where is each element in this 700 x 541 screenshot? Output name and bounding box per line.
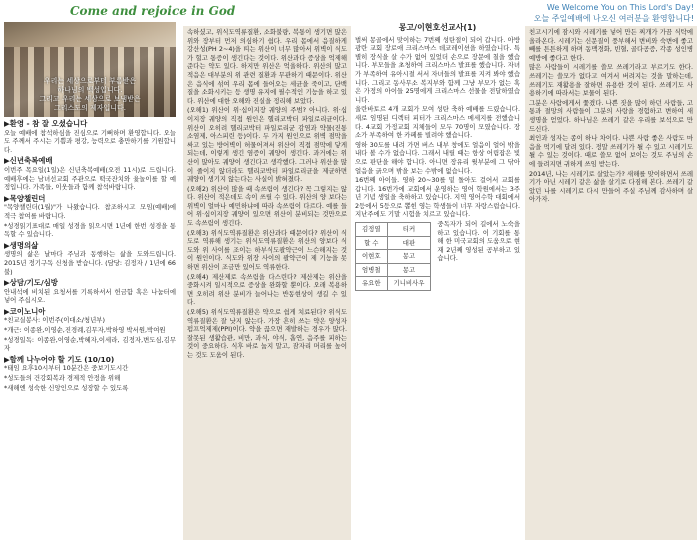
letter-paragraph: 중독자가 되어 길에서 노숙을 하고 있습니다. 이 기회를 통해 한 미국교회의 도움으로 현재 2년째 영성된 공부하고 있습니다. (437, 220, 520, 263)
table-row (356, 223, 431, 237)
section-title: ▶코이노니아 (4, 306, 46, 316)
article-paragraph: (오해5) 위식도역류질환은 약으로 쉽게 치료된다? 위식도역류질환은 잘 낫지 않는다. 가장 흔히 쓰는 약은 양성자펌프억제제(PPI)이다. 약을 끊으면 재발하는 경우가 많다. 잘못된 생활습관, 비만, 과식, 야식, 흡연, 음주를 피하는 것이 중요하다. 식후 바로 눕지 말고, 잠자리 머리를 높이는 것도 도움이 된다. (187, 308, 347, 359)
caption-line: 그리스도의 제자입니다. (53, 104, 127, 112)
section-text: *개근: 이종완,이영순,진경례,김무자,박하영 박서원,박여원 (4, 326, 166, 335)
column-devotional (525, 26, 697, 540)
section-calendar (4, 195, 176, 239)
letter-paragraph: 울란바토르 4개 교회가 모여 성탄 축하 예배를 드렸습니다. 새로 임명된 디렉터 피터가 크리스마스 메세지를 전했습니다. 4교회 가정교회 지체들이 모두 70명이 모였습니다. 장소가 부족하여 한 카페를 빌려야 했습니다. (355, 105, 520, 140)
section-text: "목양챌린더(1월)"가 나왔습니다. 참조하시고 모임(예배)에 적극 참여를 바랍니다. (4, 203, 176, 220)
letter-paragraph: 16번째 아이들. 영하 20~30를 밑 돌아도 걸어서 교회를 갑니다. 16번가에 교회에서 운영하는 영어 학원에서는 3주년 기념 생일을 축하하고 있습니다. 지역 영어수학 대회에서 2등에서 5등으로 뽑힌 영는 학생들이 너무 자랑스럽습니다. 지난주에도 기말 시험을 치르고 있습니다. (355, 176, 520, 219)
article-paragraph: (오해3) 위식도역류질환은 위산과다 때문이다? 위산이 식도로 역류해 생기는 위식도역류질환은 위산의 양보다 식도와 위 사이를 조이는 하부식도괄약근이 느슨해지는 것이 원인이다. 식도와 위장 사이의 괄약근이 제 기능을 못하면 위산이 조금만 있어도 역류한다. (187, 228, 347, 272)
section-text: 이번주 목요일(1일)은 신년축복예배(오전 11시)로 드립니다. 예배후에는 남녀선교회 주관으로 떡국잔치와 윷놀이를 할 예정입니다. 가족들, 이웃들과 함께 참석바랍니다. (4, 165, 176, 192)
section-text: *친교실봉사: 이번주(이대소/청년부) (4, 316, 105, 325)
section-counsel (4, 279, 176, 305)
devotional-paragraph: 최인과 성자는 종이 하나 차이다. 나쁜 사람 좋은 사람도 마음을 먹기에 달려 있다. 정말 쓰레기가 될 수 있고 시레기도 될 수 있는 것이다. 때로 쓸모 없어 보이는 것도 주님의 손에 들려지면 귀하게 쓰임 받는다. (529, 134, 693, 168)
table-cell: 이현호 (356, 250, 388, 264)
letter-paragraph: 벌써 몽골에서 맞이하는 7번째 성탄절이 되어 갑니다. 아방광란 교회 장로애 크리스마스 데코레이션을 하였습니다. 특별히 장식을 살 수가 없어 있었더 손으로 장문에 칠을 했습니다. 부모들을 초청하여 크리스마스 발표를 했습니다. 자녀가 부족하여 유아시절 서서 자녀들의 발표를 지켜 봐야 했습니다. 그리고 동사무소 복지부와 함께 그냥 부모가 없는 혹은 가정의 아이들 25명에게 크리스마스 선물을 전달하였습니다. (355, 35, 520, 104)
section-text: *새해엔 성숙한 신앙인으로 성장할 수 있도록 (4, 383, 129, 392)
header-welcome-ko: 오늘 주일예배에 나오신 여러분을 환영합니다! (533, 14, 694, 23)
table-row (356, 236, 431, 250)
table-row (356, 263, 431, 277)
photo-caption (4, 77, 176, 113)
column-missionary-letter (355, 22, 520, 293)
section-text: 오늘 예배에 참석하심을 진심으로 기뻐하며 환영합니다. 오늘도 주께서 주시는 기쁨과 평강, 능력으로 충만하기를 기원합니다. (4, 128, 176, 154)
section-text: 생명의 삶은 날마다 주님과 동행하는 삶을 도와드립니다. 2015년 정기구독 신청을 받습니다. (담당: 김정자 / 1년에 66불) (4, 250, 176, 276)
section-text: *성경일독: 이종완,이영순,박혜자,이세라, 김정자,변도심,김무자 (4, 335, 176, 353)
section-title: ▶환영 - 참 잘 오셨습니다 (4, 119, 88, 128)
section-text: *태임 요후10시부터 10분간은 중보기도시간 (4, 364, 129, 373)
devotional-paragraph: 그분은 사람에게서 쫓겼다. 나쁜 짓을 많이 하던 사람들, 고통과 절망의 사람들이 그분의 사랑을 경험하고 변하여 새 생명을 얻었다. 하나님은 쓰레기 같은 우리를 보석으로 만드신다. (529, 98, 693, 133)
section-text: *성도들의 건강회복과 경제적 안정을 위해 (4, 374, 121, 383)
section-koinonia (4, 308, 176, 353)
section-text: 안내석에 비치된 요청서를 기록하셔서 헌금함 혹은 나눔터에 넣어 주십시오. (4, 287, 176, 305)
article-paragraph: (오해1) 위산이 위·십이지장 궤양의 주범? 아니다. 위·십이지장 궤양의 직접 원인은 헬리코박터 파일로리균이다. 위산이 오히려 헬리코박터 파일로리균 감염과 약물(진통소염제, 아스피린 등)이다. 두 가지 원인으로 위벽 점막을 싸고 있는 방어벽이 허물어져서 위산이 직접 점막에 닿게 되는데, 이렇게 생긴 염증이 궤양이 생긴다. 과거에는 위산이 많아도 궤양이 생긴다고 생각했다. 그러나 위산을 많이 줄이지 않더라도 헬리코박터 파일로리균을 제균하면 궤양이 생기지 않는다는 사실이 밝혀졌다. (187, 106, 347, 184)
section-text: *성경읽기표대로 매일 성경을 읽으시면 1년에 한번 성경을 통독할 수 있습니다. (4, 221, 176, 239)
section-newyear (4, 157, 176, 191)
section-title: ▶상담/기도/심방 (4, 278, 58, 288)
caption-line: 우리는 세상으로부터 부름받은 (43, 77, 137, 85)
section-title: ▶신년축복예배 (4, 156, 53, 166)
table-row (356, 277, 431, 291)
devotional-paragraph: 2014년, 나는 시레기로 살았는가? 새해를 맞이하면서 쓰레기가 아닌 시레기 같은 삶을 살기로 다짐해 본다. 쓰레기 같았던 나를 시레기로 다시 만들어 주실 주님께 감사하며 살아가자. (529, 169, 693, 204)
devotional-paragraph: 많은 사람들이 시레기를 쓸모 쓰레기라고 부르기도 한다. 쓰레기는 쓸모가 없다고 여겨서 버려지는 것을 말하는데, 쓰레기도 재활용을 잘하면 유용한 것이 된다. 쓰레기도 사용하기에 따라서는 보물이 된다. (529, 63, 693, 98)
section-welcome (4, 120, 176, 154)
header-right (534, 2, 694, 24)
caption-line: 그리고 우리는 세상으로 보냄받은 (39, 95, 141, 103)
header-left-title: Come and rejoice in God (70, 4, 236, 18)
table-cell: 기니비사우 (387, 277, 431, 291)
letter-title: 몽고/이현호선교사(1) (398, 23, 477, 32)
section-title: ▶생명의삶 (4, 240, 39, 250)
table-cell: 유요한 (356, 277, 388, 291)
section-title: ▶함께 나누어야 할 기도 (10/10) (4, 354, 115, 364)
section-prayer (4, 356, 176, 392)
column-announcements (4, 22, 176, 393)
article-paragraph: (오해2) 위산이 많을 때 속쓰림이 생긴다? 꼭 그렇지는 않다. 위산이 적은데도 속이 쓰릴 수 있다. 위산의 양 보다는 위벽이 얼마나 예민하냐에 따라 속쓰림이 다르다. 예를 들어 위·십이지장 궤양이 있으면 위산이 분비되는 것만으로도 속쓰림이 생긴다. (187, 184, 347, 228)
caption-line: 하나님의 백성입니다. (57, 86, 123, 94)
missionary-table (355, 222, 431, 291)
devotional-paragraph: 친고시기에 잠시와 시레기를 넣어 만든 찌개가 가끔 식탁에 올라온다. 시레기는 신문질이 풍부해서 변비와 숙변에 좋고 빼를 튼튼하게 하며 동맥경화, 빈혈, 골다공증, 각종 성인병 예방에 좋다고 한다. (529, 28, 693, 62)
article-paragraph: 속하셨고, 위식도역류질환, 소화불량, 복통이 생기면 많은 위와 장부터 먼저 의심하기 쉽다. 우리 몸에서 음질하게 강산성(PH 2~4)을 띠는 위산이 너무 많아서 위벽이 식도가 헐고 통증이 생긴다는 것이다. 위산과다 증상을 억제해준다는 약도 있다. 하지만 위산은 억울하다. 위산의 많고 적음은 대부분의 위 관련 질환과 무관하기 때문이다. 위산은 음식에 섞여 우리 몸에 들어오는 세균을 죽이고, 단백질을 소화시키는 등 생명 유지에 필수적인 기능을 하고 있다. 위산에 대한 오해와 진실을 정리해 보았다. (187, 28, 347, 105)
table-cell: 몽고 (387, 250, 431, 264)
table-cell: 티커 (387, 223, 431, 237)
column-health-article (183, 26, 351, 540)
section-life (4, 242, 176, 276)
letter-paragraph: 영하 30도를 내려 가면 버스 내부 창에도 얼음이 얼어 밖을 내다 볼 수가 없습니다. 그래서 내릴 때는 항상 어림잡은 빛으로 판단을 해야 합니다. 아니면 장유리 윗부분에 그 닦아 얼음을 긁으며 밖을 보는 수밖에 없습니다. (355, 140, 520, 175)
table-cell: 김정열 (356, 223, 388, 237)
table-cell: 할 수 (356, 236, 388, 250)
table-cell: 대판 (387, 236, 431, 250)
congregation-photo (4, 22, 176, 117)
table-cell: 몽고 (387, 263, 431, 277)
section-title: ▶목양챌린더 (4, 193, 46, 203)
article-paragraph: (오해4) 제산제로 속쓰림을 다스린다? 제산제는 위산을 중화시켜 일시적으로 증상을 완화할 뿐이다. 오래 복용하면 오히려 위산 분비가 늘어나는 반동현상이 생길 수 있다. (187, 272, 347, 307)
header-welcome-en: We Welcome You on This Lord's Day! (546, 3, 694, 12)
table-cell: 엄병철 (356, 263, 388, 277)
table-row (356, 250, 431, 264)
